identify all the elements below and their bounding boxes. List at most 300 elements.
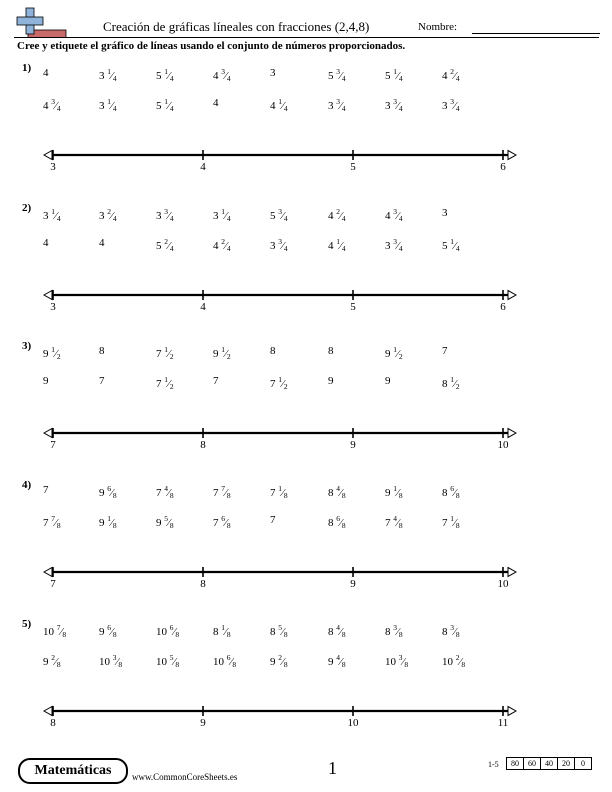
denominator: 2 xyxy=(455,382,460,391)
number-item xyxy=(43,484,49,496)
number-item xyxy=(442,345,448,357)
denominator: 8 xyxy=(283,630,288,639)
numerator: 1 xyxy=(164,97,168,106)
numerator: 1 xyxy=(221,345,225,354)
number-item: 10 $^6⁄_8$ xyxy=(213,653,237,669)
numerator: 1 xyxy=(107,67,111,76)
whole-part: 10 xyxy=(385,656,396,668)
whole-part: 9 xyxy=(43,375,49,387)
denominator: 8 xyxy=(398,521,403,530)
whole-part: 3 xyxy=(156,210,162,222)
denominator: 8 xyxy=(226,491,231,500)
number-item: 4 $^3⁄_4$ xyxy=(385,207,403,223)
numerator: 4 xyxy=(393,514,397,523)
whole-part: 4 xyxy=(43,100,49,112)
number-item: 3 $^1⁄_4$ xyxy=(99,97,117,113)
problem-1 xyxy=(0,62,612,202)
whole-part: 8 xyxy=(385,626,391,638)
denominator: 8 xyxy=(56,660,61,669)
number-item: 9 $^1⁄_8$ xyxy=(99,514,117,530)
numerator: 1 xyxy=(278,375,282,384)
denominator: 8 xyxy=(169,521,174,530)
denominator: 4 xyxy=(169,74,174,83)
number-item: 5 $^1⁄_4$ xyxy=(442,237,460,253)
denominator: 4 xyxy=(283,104,288,113)
denominator: 4 xyxy=(283,244,288,253)
number-item: 3 $^3⁄_4$ xyxy=(156,207,174,223)
whole-part: 9 xyxy=(156,517,162,529)
whole-part: 5 xyxy=(270,210,276,222)
whole-part: 4 xyxy=(213,70,219,82)
whole-part: 8 xyxy=(442,378,448,390)
number-item: 3 $^1⁄_4$ xyxy=(99,67,117,83)
whole-part: 5 xyxy=(385,70,391,82)
number-item: 3 $^3⁄_4$ xyxy=(385,97,403,113)
numerator: 1 xyxy=(393,67,397,76)
numerator: 3 xyxy=(393,97,397,106)
number-item xyxy=(99,237,105,249)
tick-label: 9 xyxy=(200,717,206,728)
whole-part: 4 xyxy=(385,210,391,222)
whole-part: 10 xyxy=(156,656,167,668)
tick-label: 11 xyxy=(497,717,509,728)
number-item xyxy=(213,97,219,109)
whole-part: 5 xyxy=(156,70,162,82)
numerator: 4 xyxy=(164,484,168,493)
numerator: 3 xyxy=(51,97,55,106)
denominator: 4 xyxy=(169,104,174,113)
tick-label: 4 xyxy=(200,161,206,172)
number-item: 10 $^6⁄_8$ xyxy=(156,623,180,639)
number-item: 3 $^2⁄_4$ xyxy=(99,207,117,223)
problem-number: 3) xyxy=(22,340,32,352)
number-item: 9 $^1⁄_8$ xyxy=(385,484,403,500)
page-number: 1 xyxy=(328,758,337,778)
numerator: 1 xyxy=(278,97,282,106)
number-item xyxy=(43,67,49,79)
number-item: 10 $^5⁄_8$ xyxy=(156,653,180,669)
subject-badge: Matemáticas xyxy=(18,758,128,784)
number-item: 8 $^1⁄_8$ xyxy=(213,623,231,639)
denominator: 8 xyxy=(112,491,117,500)
whole-part: 8 xyxy=(270,626,276,638)
numerator: 4 xyxy=(336,653,340,662)
denominator: 4 xyxy=(283,214,288,223)
denominator: 8 xyxy=(341,660,346,669)
denominator: 8 xyxy=(226,521,231,530)
numerator: 6 xyxy=(221,514,225,523)
whole-part: 7 xyxy=(385,517,391,529)
whole-part: 3 xyxy=(385,240,391,252)
tick-label: 3 xyxy=(50,161,56,172)
number-item: 7 $^4⁄_8$ xyxy=(385,514,403,530)
numerator: 1 xyxy=(393,484,397,493)
left-arrow-icon xyxy=(44,429,52,438)
numerator: 1 xyxy=(450,375,454,384)
denominator: 8 xyxy=(455,630,460,639)
whole-part: 8 xyxy=(328,487,334,499)
number-item: 9 $^1⁄_2$ xyxy=(213,345,231,361)
denominator: 8 xyxy=(56,521,61,530)
number-item: 7 $^1⁄_2$ xyxy=(156,345,174,361)
tick-label: 10 xyxy=(497,578,509,589)
numerator: 1 xyxy=(107,514,111,523)
numerator: 6 xyxy=(107,484,111,493)
numerator: 1 xyxy=(164,345,168,354)
numerator: 1 xyxy=(450,237,454,246)
number-item xyxy=(328,375,334,387)
denominator: 8 xyxy=(112,521,117,530)
number-item: 9 $^1⁄_2$ xyxy=(43,345,61,361)
whole-part: 9 xyxy=(213,348,219,360)
number-item xyxy=(213,375,219,387)
numerator: 5 xyxy=(164,514,168,523)
denominator: 4 xyxy=(112,214,117,223)
problem-number: 4) xyxy=(22,479,32,491)
problem-3 xyxy=(0,340,612,480)
numerator: 3 xyxy=(450,623,454,632)
problem-number: 1) xyxy=(22,62,32,74)
whole-part: 3 xyxy=(213,210,219,222)
numerator: 3 xyxy=(164,207,168,216)
whole-part: 4 xyxy=(270,100,276,112)
numerator: 6 xyxy=(107,623,111,632)
number-item: 4 $^2⁄_4$ xyxy=(442,67,460,83)
tick-label: 3 xyxy=(50,301,56,312)
score-cell: 20 xyxy=(557,757,575,770)
numerator: 3 xyxy=(278,207,282,216)
tick-label: 7 xyxy=(50,578,56,589)
whole-part: 9 xyxy=(385,375,391,387)
site-url: www.CommonCoreSheets.es xyxy=(132,772,238,782)
denominator: 8 xyxy=(175,660,180,669)
numerator: 3 xyxy=(393,237,397,246)
numerator: 1 xyxy=(164,67,168,76)
numerator: 2 xyxy=(107,207,111,216)
numerator: 1 xyxy=(51,345,55,354)
whole-part: 3 xyxy=(270,67,276,79)
whole-part: 9 xyxy=(328,375,334,387)
numerator: 2 xyxy=(336,207,340,216)
denominator: 4 xyxy=(112,104,117,113)
whole-part: 3 xyxy=(442,207,448,219)
denominator: 4 xyxy=(169,214,174,223)
number-item: 8 $^4⁄_8$ xyxy=(328,623,346,639)
numerator: 1 xyxy=(164,375,168,384)
numerator: 5 xyxy=(278,623,282,632)
numerator: 6 xyxy=(336,514,340,523)
denominator: 4 xyxy=(169,244,174,253)
number-item: 9 $^6⁄_8$ xyxy=(99,623,117,639)
whole-part: 3 xyxy=(270,240,276,252)
whole-part: 9 xyxy=(99,487,105,499)
number-item: 3 $^3⁄_4$ xyxy=(270,237,288,253)
number-line[interactable] xyxy=(40,555,520,589)
whole-part: 3 xyxy=(99,70,105,82)
denominator: 4 xyxy=(398,214,403,223)
name-label: Nombre: xyxy=(418,21,458,33)
whole-part: 4 xyxy=(43,67,49,79)
number-item: 5 $^1⁄_4$ xyxy=(385,67,403,83)
number-item: 9 $^5⁄_8$ xyxy=(156,514,174,530)
number-item: 10 $^2⁄_8$ xyxy=(442,653,466,669)
number-item: 4 $^1⁄_4$ xyxy=(270,97,288,113)
denominator: 2 xyxy=(169,352,174,361)
whole-part: 3 xyxy=(43,210,49,222)
number-item: 8 $^4⁄_8$ xyxy=(328,484,346,500)
numerator: 6 xyxy=(169,623,174,632)
number-item: 9 $^6⁄_8$ xyxy=(99,484,117,500)
whole-part: 8 xyxy=(328,626,334,638)
number-item xyxy=(99,345,105,357)
whole-part: 7 xyxy=(270,514,276,526)
whole-part: 8 xyxy=(328,517,334,529)
number-item: 9 $^2⁄_8$ xyxy=(43,653,61,669)
numerator: 3 xyxy=(221,67,225,76)
numerator: 1 xyxy=(278,484,282,493)
number-item: 3 $^1⁄_4$ xyxy=(213,207,231,223)
number-item: 8 $^3⁄_8$ xyxy=(385,623,403,639)
denominator: 4 xyxy=(455,244,460,253)
tick-label: 8 xyxy=(50,717,56,728)
number-line[interactable] xyxy=(40,278,520,312)
tick-label: 8 xyxy=(200,578,206,589)
number-item: 7 $^1⁄_2$ xyxy=(156,375,174,391)
numerator: 3 xyxy=(112,653,117,662)
denominator: 2 xyxy=(169,382,174,391)
whole-part: 7 xyxy=(156,348,162,360)
whole-part: 8 xyxy=(442,626,448,638)
whole-part: 5 xyxy=(156,100,162,112)
problem-number: 5) xyxy=(22,618,32,630)
numerator: 7 xyxy=(51,514,55,523)
whole-part: 9 xyxy=(99,626,105,638)
tick-label: 10 xyxy=(347,717,359,728)
numerator: 1 xyxy=(51,207,55,216)
whole-part: 7 xyxy=(156,378,162,390)
right-arrow-icon xyxy=(508,151,516,160)
number-item xyxy=(270,67,276,79)
number-line[interactable] xyxy=(40,416,520,450)
number-item: 9 $^4⁄_8$ xyxy=(328,653,346,669)
whole-part: 7 xyxy=(442,517,448,529)
denominator: 4 xyxy=(56,214,61,223)
numerator: 2 xyxy=(51,653,55,662)
number-item: 5 $^1⁄_4$ xyxy=(156,97,174,113)
problem-2 xyxy=(0,202,612,342)
denominator: 2 xyxy=(283,382,288,391)
whole-part: 9 xyxy=(99,517,105,529)
denominator: 8 xyxy=(461,660,466,669)
whole-part: 7 xyxy=(213,487,219,499)
name-field-line[interactable] xyxy=(472,33,600,34)
numerator: 6 xyxy=(450,484,454,493)
numerator: 1 xyxy=(107,97,111,106)
numerator: 2 xyxy=(164,237,168,246)
whole-part: 10 xyxy=(156,626,167,638)
number-line[interactable] xyxy=(40,694,520,728)
problem-number: 2) xyxy=(22,202,32,214)
denominator: 2 xyxy=(226,352,231,361)
number-item xyxy=(270,345,276,357)
numerator: 3 xyxy=(450,97,454,106)
numerator: 3 xyxy=(393,207,397,216)
number-item: 8 $^5⁄_8$ xyxy=(270,623,288,639)
denominator: 2 xyxy=(56,352,61,361)
tick-label: 6 xyxy=(500,161,506,172)
whole-part: 8 xyxy=(270,345,276,357)
whole-part: 10 xyxy=(213,656,224,668)
numerator: 3 xyxy=(336,67,340,76)
score-table xyxy=(507,757,592,770)
score-cell: 40 xyxy=(540,757,558,770)
whole-part: 8 xyxy=(328,345,334,357)
denominator: 4 xyxy=(398,104,403,113)
number-item: 4 $^2⁄_4$ xyxy=(213,237,231,253)
instructions: Cree y etiquete el gráfico de líneas usando el conjunto de números proporcionados. xyxy=(17,40,406,52)
whole-part: 3 xyxy=(99,210,105,222)
denominator: 8 xyxy=(62,630,67,639)
number-item: 10 $^3⁄_8$ xyxy=(385,653,409,669)
denominator: 8 xyxy=(112,630,117,639)
tick-label: 9 xyxy=(350,439,356,450)
number-item: 8 $^3⁄_8$ xyxy=(442,623,460,639)
denominator: 4 xyxy=(226,74,231,83)
number-item xyxy=(442,207,448,219)
number-item: 9 $^2⁄_8$ xyxy=(270,653,288,669)
right-arrow-icon xyxy=(508,568,516,577)
denominator: 8 xyxy=(341,521,346,530)
numerator: 1 xyxy=(336,237,340,246)
denominator: 4 xyxy=(341,74,346,83)
whole-part: 8 xyxy=(99,345,105,357)
whole-part: 3 xyxy=(442,100,448,112)
right-arrow-icon xyxy=(508,291,516,300)
numerator: 3 xyxy=(278,237,282,246)
tick-label: 4 xyxy=(200,301,206,312)
number-item: 7 $^7⁄_8$ xyxy=(213,484,231,500)
denominator: 8 xyxy=(341,630,346,639)
whole-part: 7 xyxy=(156,487,162,499)
whole-part: 9 xyxy=(43,656,49,668)
number-item: 7 $^1⁄_8$ xyxy=(270,484,288,500)
number-item: 8 $^6⁄_8$ xyxy=(442,484,460,500)
whole-part: 4 xyxy=(328,210,334,222)
denominator: 8 xyxy=(455,521,460,530)
number-item: 3 $^1⁄_4$ xyxy=(43,207,61,223)
tick-label: 5 xyxy=(350,301,356,312)
number-item: 8 $^6⁄_8$ xyxy=(328,514,346,530)
problem-5 xyxy=(0,618,612,758)
math-logo-icon xyxy=(14,6,68,38)
numerator: 4 xyxy=(336,623,340,632)
numerator: 1 xyxy=(221,623,225,632)
whole-part: 9 xyxy=(328,656,334,668)
denominator: 4 xyxy=(112,74,117,83)
whole-part: 9 xyxy=(270,656,276,668)
denominator: 4 xyxy=(56,104,61,113)
whole-part: 4 xyxy=(99,237,105,249)
number-item xyxy=(43,375,49,387)
denominator: 8 xyxy=(226,630,231,639)
numerator: 1 xyxy=(393,345,397,354)
whole-part: 7 xyxy=(270,378,276,390)
tick-label: 10 xyxy=(497,439,509,450)
numerator: 7 xyxy=(221,484,225,493)
problem-4 xyxy=(0,479,612,619)
number-item: 3 $^3⁄_4$ xyxy=(328,97,346,113)
denominator: 8 xyxy=(118,660,123,669)
number-item: 7 $^1⁄_2$ xyxy=(270,375,288,391)
numerator: 1 xyxy=(450,514,454,523)
denominator: 4 xyxy=(398,74,403,83)
whole-part: 4 xyxy=(213,240,219,252)
whole-part: 7 xyxy=(99,375,105,387)
whole-part: 7 xyxy=(213,517,219,529)
whole-part: 3 xyxy=(99,100,105,112)
numerator: 7 xyxy=(56,623,61,632)
number-item: 3 $^3⁄_4$ xyxy=(385,237,403,253)
denominator: 4 xyxy=(341,104,346,113)
left-arrow-icon xyxy=(44,707,52,716)
score-cell: 0 xyxy=(574,757,592,770)
numerator: 2 xyxy=(221,237,225,246)
number-line[interactable] xyxy=(40,138,520,172)
denominator: 8 xyxy=(455,491,460,500)
number-item: 4 $^2⁄_4$ xyxy=(328,207,346,223)
right-arrow-icon xyxy=(508,429,516,438)
whole-part: 7 xyxy=(442,345,448,357)
worksheet-footer xyxy=(0,752,612,792)
number-item: 8 $^1⁄_2$ xyxy=(442,375,460,391)
whole-part: 5 xyxy=(442,240,448,252)
whole-part: 5 xyxy=(328,70,334,82)
numerator: 3 xyxy=(336,97,340,106)
whole-part: 8 xyxy=(442,487,448,499)
page-title: Creación de gráficas líneales con fracciones (2,4,8) xyxy=(103,19,370,34)
whole-part: 3 xyxy=(385,100,391,112)
numerator: 3 xyxy=(393,623,397,632)
number-item: 4 $^1⁄_4$ xyxy=(328,237,346,253)
whole-part: 7 xyxy=(43,517,49,529)
score-cell: 80 xyxy=(506,757,524,770)
worksheet-header xyxy=(0,0,612,38)
denominator: 4 xyxy=(455,104,460,113)
whole-part: 10 xyxy=(43,626,54,638)
denominator: 8 xyxy=(283,660,288,669)
whole-part: 3 xyxy=(328,100,334,112)
number-item: 10 $^7⁄_8$ xyxy=(43,623,67,639)
denominator: 8 xyxy=(283,491,288,500)
denominator: 4 xyxy=(455,74,460,83)
denominator: 4 xyxy=(398,244,403,253)
number-item: 4 $^3⁄_4$ xyxy=(213,67,231,83)
number-item xyxy=(43,237,49,249)
whole-part: 4 xyxy=(328,240,334,252)
numerator: 4 xyxy=(336,484,340,493)
denominator: 4 xyxy=(341,214,346,223)
number-item xyxy=(328,345,334,357)
numerator: 5 xyxy=(169,653,174,662)
header-divider xyxy=(14,37,599,38)
whole-part: 4 xyxy=(442,70,448,82)
number-item: 10 $^3⁄_8$ xyxy=(99,653,123,669)
tick-label: 6 xyxy=(500,301,506,312)
number-item: 5 $^2⁄_4$ xyxy=(156,237,174,253)
number-item: 4 $^3⁄_4$ xyxy=(43,97,61,113)
denominator: 4 xyxy=(226,244,231,253)
denominator: 8 xyxy=(398,630,403,639)
